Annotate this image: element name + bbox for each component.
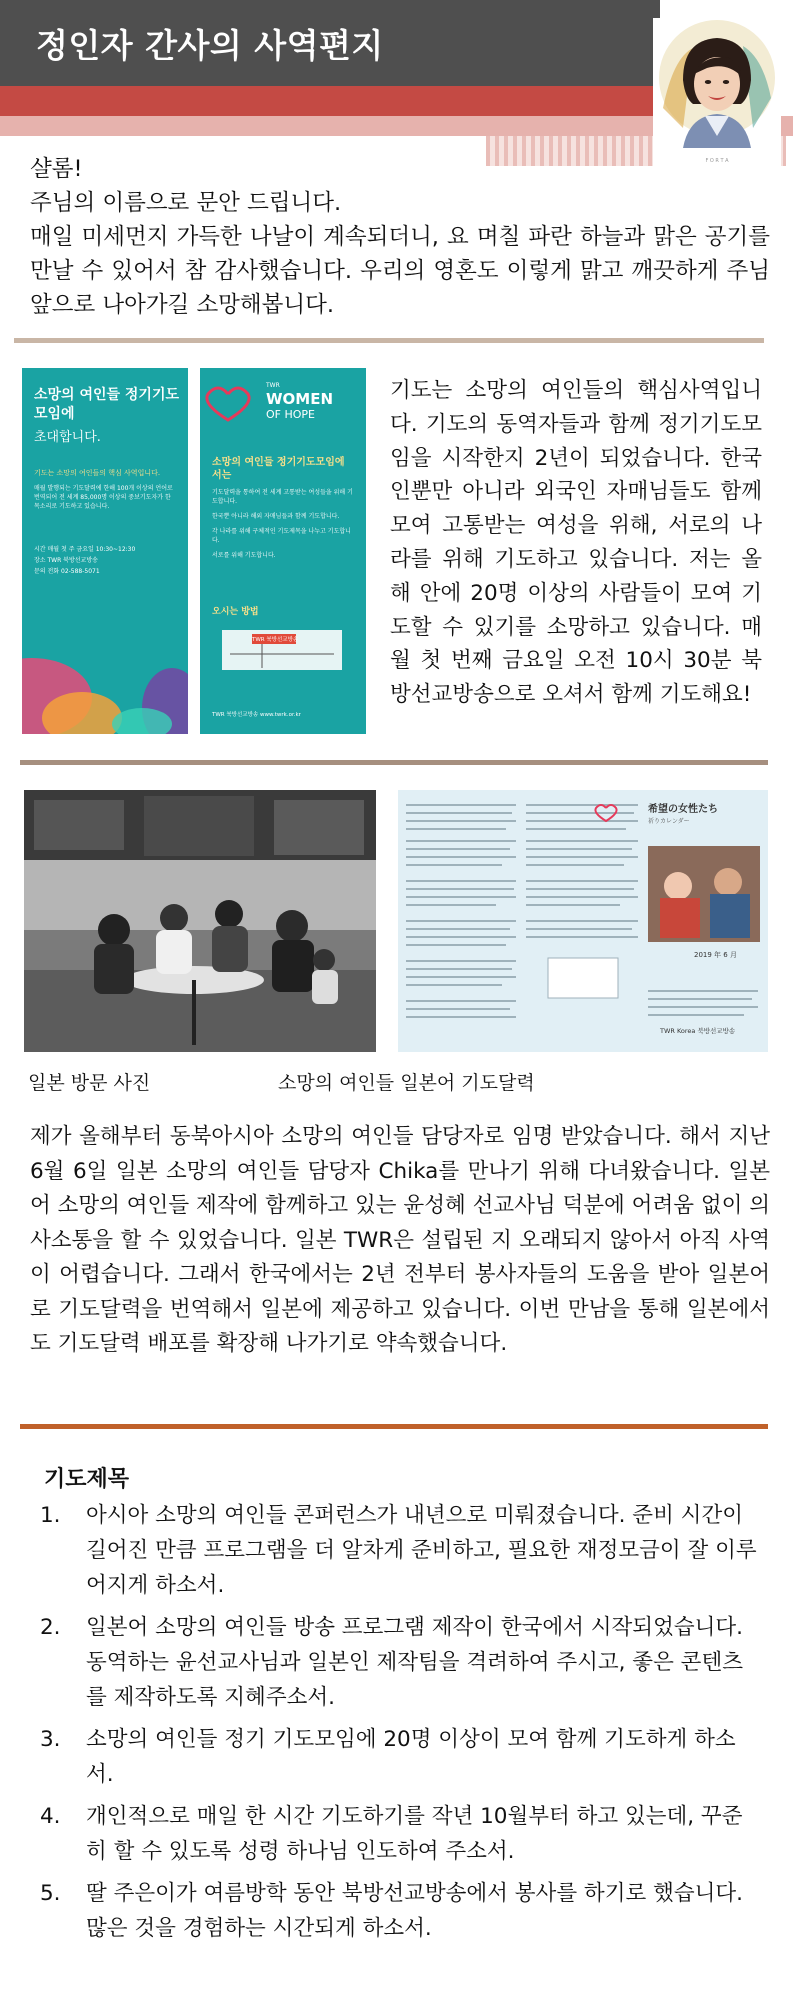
flyer-left-subtitle: 초대합니다.	[34, 430, 101, 445]
flyer-left-highlight: 기도는 소망의 여인들의 핵심 사역입니다.	[34, 469, 161, 477]
flyer-left-info	[34, 544, 176, 577]
japan-visit-photo	[24, 790, 376, 1052]
flyer-info-line: 시간 매월 첫 주 금요일 10:30~12:30	[34, 546, 136, 553]
section-divider	[14, 338, 764, 343]
photo-caption: 일본 방문 사진	[28, 1072, 151, 1094]
prayer-item-number: 4.	[40, 1804, 61, 1829]
flyer-brand-sub: OF HOPE	[266, 408, 315, 421]
prayer-item	[40, 1799, 760, 1869]
prayer-topics-title: 기도제목	[44, 1467, 130, 1492]
prayer-item-number: 3.	[40, 1727, 61, 1752]
japan-visit-text: 제가 올해부터 동북아시아 소망의 여인들 담당자로 임명 받았습니다. 해서 지난 6월 6일 일본 소망의 여인들 담당자 Chika를 만나기 위해 다녀왔습니다. 일본어 소망의 여인들 제작에 함께하고 있는 윤성혜 선교사님 덕분에 어려움 없이 의사소통을 할 수 있었습니다. 일본 TWR은 설립된 지 오래되지 않아서 아직 사역이 어렵습니다. 그래서 한국에서는 2년 전부터 봉사자들의 도움을 받아 일본어로 기도달력을 번역해서 일본에 제공하고 있습니다. 이번 만남을 통해 일본에서도 기도달력 배포를 확장해 나가기로 약속했습니다.	[30, 1124, 770, 1356]
prayer-topics-list	[40, 1498, 760, 1953]
flyer-women-of-hope	[200, 368, 366, 734]
prayer-item-text: 일본어 소망의 여인들 방송 프로그램 제작이 한국에서 시작되었습니다. 동역하는 윤선교사님과 일본인 제작팀을 격려하여 주시고, 좋은 콘텐츠를 제작하도록 지혜주소서.	[86, 1615, 743, 1710]
author-portrait	[653, 18, 781, 168]
prayer-item-number: 5.	[40, 1881, 61, 1906]
prayer-meeting-text: 기도는 소망의 여인들의 핵심사역입니다. 기도의 동역자들과 함께 정기기도모임을 시작한지 2년이 되었습니다. 한국인뿐만 아니라 외국인 자매님들도 함께 모여 고통받는 여성을 위해, 서로의 나라를 위해 기도하고 있습니다. 저는 올 해 안에 20명 이상의 사람들이 모여 기도할 수 있기를 소망하고 있습니다. 매월 첫 번째 금요일 오전 10시 30분 북방선교방송으로 오셔서 함께 기도해요!	[390, 378, 762, 708]
portrait-illustration	[653, 18, 781, 168]
prayer-item	[40, 1610, 760, 1715]
flyer-bullet: 서로를 위해 기도합니다.	[212, 552, 276, 559]
flyer-right-title: 소망의 여인들 정기기도모임에서는	[212, 457, 345, 481]
intro-paragraph: 매일 미세먼지 가득한 나날이 계속되더니, 요 며칠 파란 하늘과 맑은 공기를 만날 수 있어서 참 감사했습니다. 우리의 영혼도 이렇게 맑고 깨끗하게 주님 앞으로 나아가길 소망해봅니다.	[30, 224, 770, 318]
flyer-info-line: 문의 전화 02-588-5071	[34, 568, 100, 575]
greeting: 샬롬!	[30, 156, 83, 182]
flyer-info-line: 장소 TWR 북방선교방송	[34, 557, 98, 564]
flyer-bullet: 기도달력을 통하여 전 세계 고통받는 여성들을 위해 기도합니다.	[212, 489, 353, 505]
flyer-bullet: 각 나라를 위해 구체적인 기도제목을 나누고 기도합니다.	[212, 528, 351, 544]
intro-section	[30, 152, 770, 322]
japanese-prayer-calendar	[398, 790, 768, 1052]
page-title: 정인자 간사의 사역편지	[36, 26, 384, 65]
flyer-brand: WOMEN	[266, 390, 334, 408]
flyer-footer: TWR 북방선교방송 www.twrk.or.kr	[212, 712, 301, 718]
prayer-item-number: 2.	[40, 1615, 61, 1640]
calendar-subtitle: 祈りカレンダー	[648, 818, 690, 825]
prayer-item-text: 딸 주은이가 여름방학 동안 북방선교방송에서 봉사를 하기로 했습니다. 많은 것을 경험하는 시간되게 하소서.	[86, 1881, 743, 1941]
prayer-item-text: 아시아 소망의 여인들 콘퍼런스가 내년으로 미뤄졌습니다. 준비 시간이 길어진 만큼 프로그램을 더 알차게 준비하고, 필요한 재정모금이 잘 이루어지게 하소서.	[86, 1503, 757, 1598]
flyer-left-title: 소망의 여인들 정기기도모임에	[34, 387, 179, 422]
flyer-invitation	[22, 368, 188, 734]
calendar-org: TWR Korea 북방선교방송	[660, 1027, 736, 1035]
flyer-map-label: TWR 북방선교방송	[252, 637, 299, 643]
calendar-illustration	[398, 790, 768, 1052]
portrait-caption: F O R T A	[705, 158, 729, 164]
flyer-left-body: 매월 발행되는 기도달력에 한해 100개 이상의 언어로 번역되어 전 세계 85,000명 이상의 중보기도자가 한 목소리로 기도하고 있습니다.	[34, 485, 173, 510]
prayer-item	[40, 1876, 760, 1946]
section-divider	[20, 1424, 768, 1429]
calendar-month: 2019 年 6 月	[694, 951, 737, 959]
prayer-item-text: 소망의 여인들 정기 기도모임에 20명 이상이 모여 함께 기도하게 하소서.	[86, 1727, 736, 1787]
photo-illustration	[24, 790, 376, 1052]
flyer-brand-small: TWR	[266, 382, 280, 389]
calendar-title: 希望の女性たち	[648, 804, 718, 815]
calendar-caption: 소망의 여인들 일본어 기도달력	[278, 1072, 535, 1094]
header-band-red	[0, 86, 660, 116]
prayer-item	[40, 1722, 760, 1792]
prayer-item	[40, 1498, 760, 1603]
prayer-item-number: 1.	[40, 1503, 61, 1528]
flyer-bullet: 한국뿐 아니라 해외 자매님들과 함께 기도합니다.	[212, 513, 340, 520]
flyer-map-title: 오시는 방법	[212, 607, 259, 617]
prayer-item-text: 개인적으로 매일 한 시간 기도하기를 작년 10월부터 하고 있는데, 꾸준히 할 수 있도록 성령 하나님 인도하여 주소서.	[86, 1804, 743, 1864]
section-divider	[20, 760, 768, 765]
intro-line: 주님의 이름으로 문안 드립니다.	[30, 190, 342, 216]
flyer-right-bullets	[212, 488, 358, 560]
